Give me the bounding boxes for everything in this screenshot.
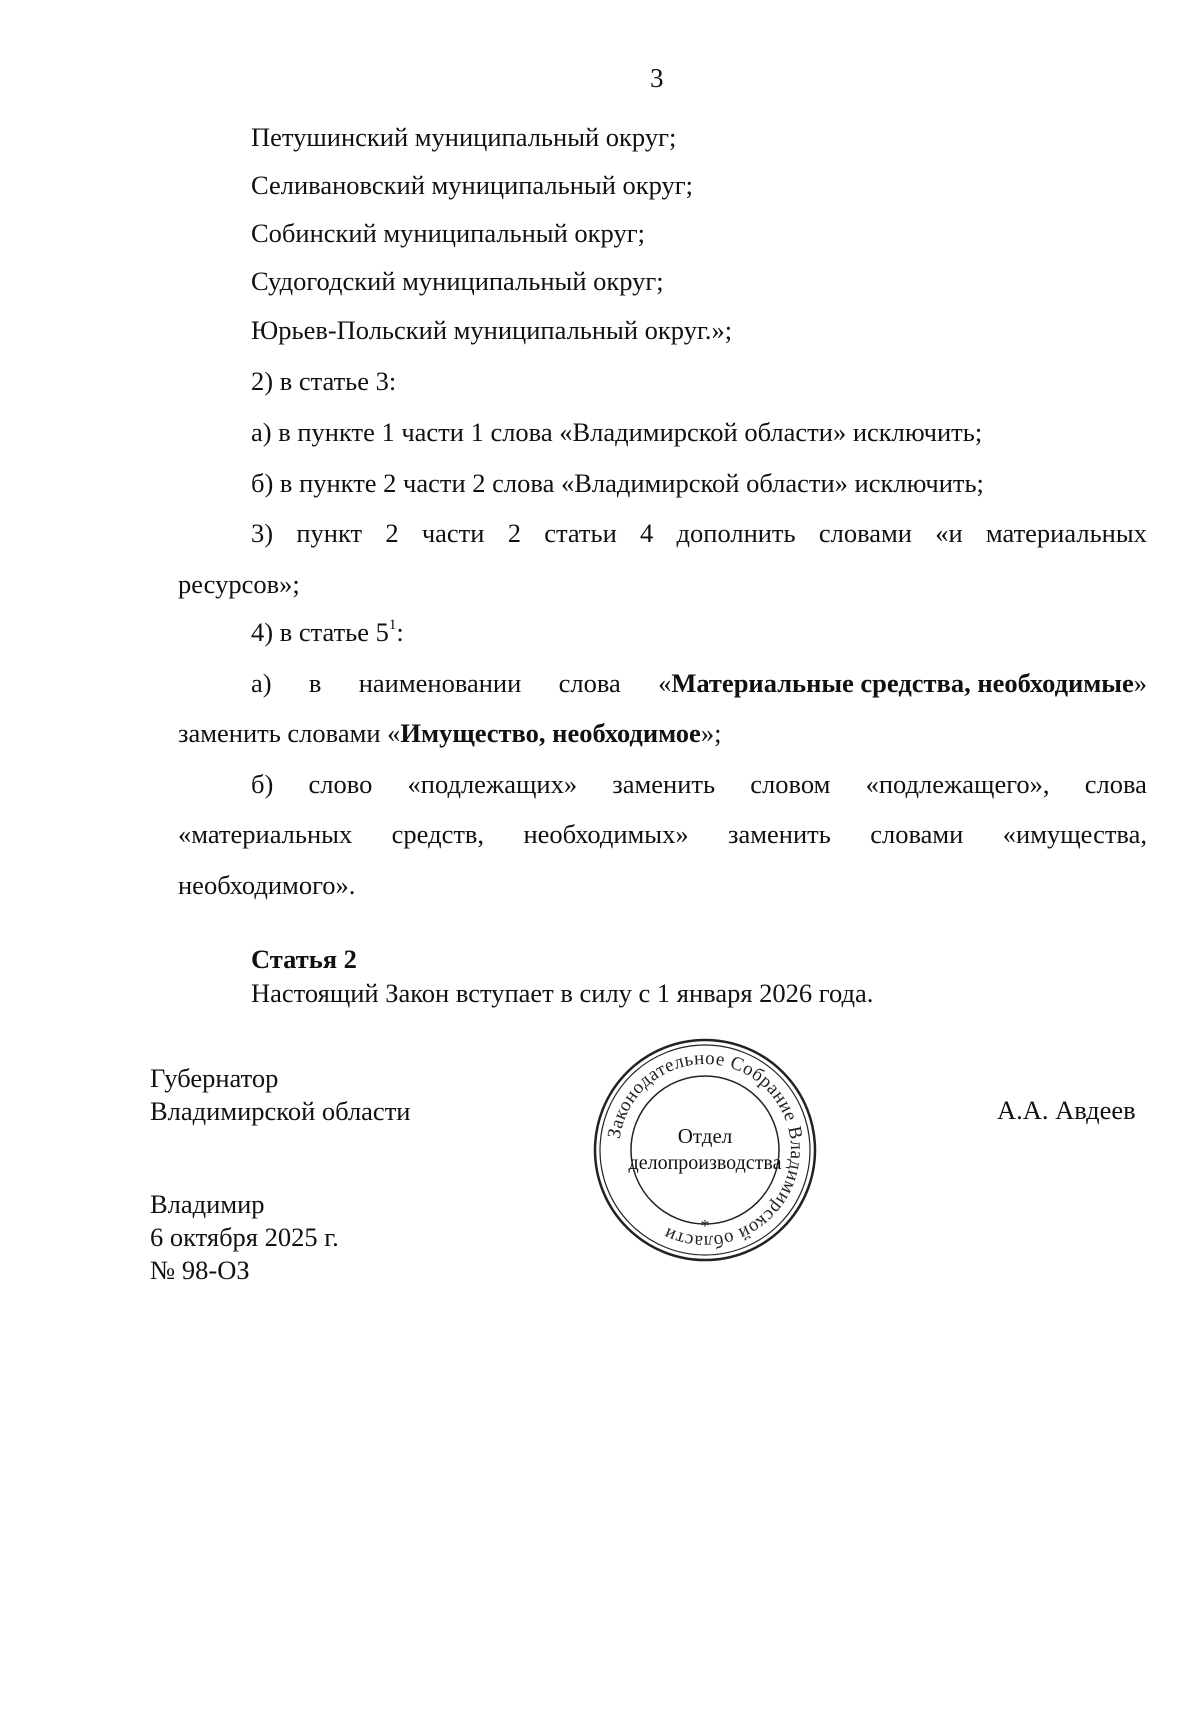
list-line: Петушинский муниципальный округ; <box>251 122 677 152</box>
article-text: Настоящий Закон вступает в силу с 1 января 2026 года. <box>251 978 874 1008</box>
word: дополнить <box>676 518 796 548</box>
word: слова <box>558 668 621 698</box>
amendment-item-2b: б) в пункте 2 части 2 слова «Владимирской области» исключить; <box>251 468 984 498</box>
seal-center-line: делопроизводства <box>628 1152 782 1174</box>
signatory-name: А.А. Авдеев <box>997 1095 1136 1125</box>
word: 4 <box>640 518 654 548</box>
amendment-item-4 <box>251 619 404 646</box>
item-4-suffix: : <box>396 617 404 647</box>
word: словами <box>870 819 964 849</box>
word: статьи <box>544 518 617 548</box>
seal-star: * <box>700 1216 710 1236</box>
word: «материальных <box>178 819 353 849</box>
word: «имущества, <box>1002 819 1147 849</box>
list-line: Судогодский муниципальный округ; <box>251 266 664 296</box>
amendment-item-3-line1 <box>251 520 1147 547</box>
word: а) <box>251 668 272 698</box>
word: 2 <box>507 518 521 548</box>
official-seal <box>591 1036 819 1264</box>
word: необходимых» <box>523 819 689 849</box>
amendment-item-4b-line2 <box>178 821 1147 848</box>
article-title: Статья 2 <box>251 944 357 974</box>
list-line: Селивановский муниципальный округ; <box>251 170 694 200</box>
amendment-item-4a-line1 <box>251 670 1147 697</box>
amendment-item-2: 2) в статье 3: <box>251 366 397 396</box>
issue-details <box>150 1188 339 1287</box>
word: словами <box>818 518 912 548</box>
bold-text: Материальные средства, необходимые <box>671 668 1134 698</box>
word: материальных <box>985 518 1147 548</box>
amendment-item-4b-line3: необходимого». <box>178 870 356 900</box>
word: 3) <box>251 518 274 548</box>
word: б) <box>251 769 274 799</box>
bold-text: Имущество, необходимое <box>400 718 701 748</box>
word: наименовании <box>358 668 522 698</box>
signatory-position <box>150 1062 410 1128</box>
superscript: 1 <box>388 617 397 633</box>
position-line: Владимирской области <box>150 1096 411 1126</box>
word: слова <box>1084 769 1147 799</box>
word: слово <box>308 769 373 799</box>
word: пункт <box>296 518 363 548</box>
issue-date: 6 октября 2025 г. <box>150 1222 339 1252</box>
word: средств, <box>391 819 485 849</box>
list-line: Собинский муниципальный округ; <box>251 218 645 248</box>
amendment-item-2a: а) в пункте 1 части 1 слова «Владимирской области» исключить; <box>251 417 983 447</box>
word: 2 <box>385 518 399 548</box>
law-number: № 98-ОЗ <box>150 1255 250 1285</box>
issue-city: Владимир <box>150 1189 265 1219</box>
amendment-item-4a-line2: заменить словами «Имущество, необходимое»; <box>178 718 722 748</box>
position-line: Губернатор <box>150 1063 279 1093</box>
word: «подлежащих» <box>407 769 578 799</box>
word: заменить <box>612 769 716 799</box>
seal-center-line: Отдел <box>677 1124 733 1148</box>
word: «подлежащего», <box>865 769 1050 799</box>
word: части <box>421 518 485 548</box>
list-line: Юрьев-Польский муниципальный округ.»; <box>251 315 733 345</box>
page-number: 3 <box>650 63 664 93</box>
word: «и <box>935 518 963 548</box>
quoted-bold-phrase: «Материальные средства, необходимые» <box>658 668 1147 698</box>
word: в <box>308 668 322 698</box>
seal-ring-text: Законодательное Собрание Владимирской области <box>603 1047 808 1253</box>
item-4-prefix: 4) в статье 5 <box>251 617 389 647</box>
word: словом <box>750 769 831 799</box>
amendment-item-4b-line1 <box>251 771 1147 798</box>
word: заменить <box>728 819 831 849</box>
amendment-item-3-line2: ресурсов»; <box>178 569 300 599</box>
seal-graphic <box>591 1036 819 1264</box>
